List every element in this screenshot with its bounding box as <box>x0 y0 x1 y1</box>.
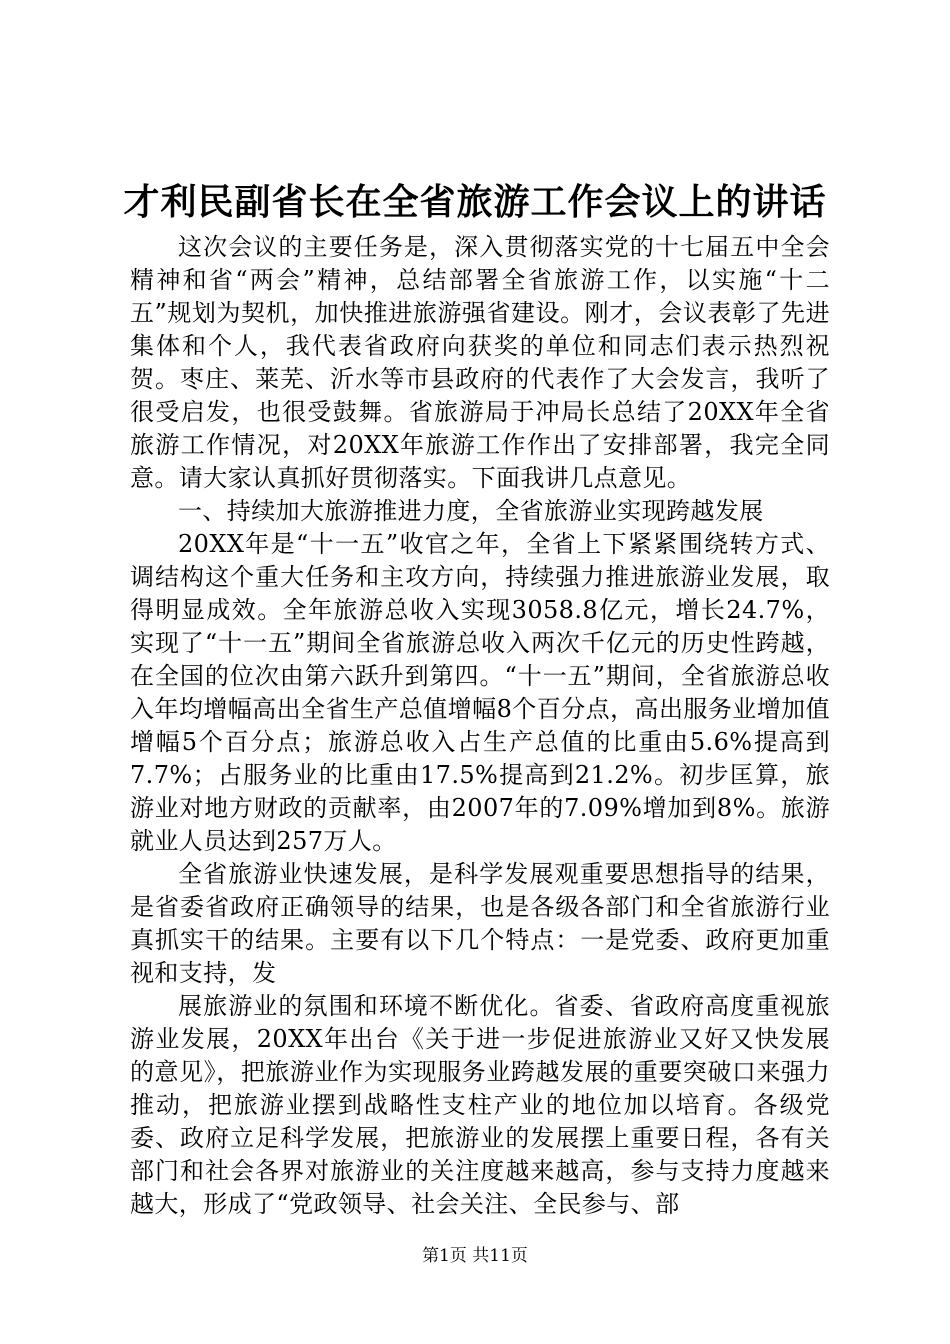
paragraph-statistics: 20XX年是“十一五”收官之年，全省上下紧紧围绕转方式、调结构这个重大任务和主攻方向，持续强力推进旅游业发展，取得明显成效。全年旅游总收入实现3058.8亿元，增长24.7%，实现了“十一五”期间全省旅游总收入两次千亿元的历史性跨越，在全国的位次由第六跃升到第四。“十一五”期间，全省旅游总收入年均增幅高出全省生产总值增幅8个百分点，高出服务业增加值增幅5个百分点；旅游总收入占生产总值的比重由5.6%提高到7.7%；占服务业的比重由17.5%提高到21.2%。初步匡算，旅游业对地方财政的贡献率，由2007年的7.09%增加到8%。旅游就业人员达到257万人。 <box>130 530 830 855</box>
section-heading-1: 一、持续加大旅游推进力度，全省旅游业实现跨越发展 <box>178 497 764 525</box>
paragraph-government-support: 展旅游业的氛围和环境不断优化。省委、省政府高度重视旅游业发展，20XX年出台《关于进一步促进旅游业又好又快发展的意见》，把旅游业作为实现服务业跨越发展的重要突破口来强力推动，把旅游业摆到战略性支柱产业的地位加以培育。各级党委、政府立足科学发展，把旅游业的发展摆上重要日程，各有关部门和社会各界对旅游业的关注度越来越高，参与支持力度越来越大，形成了“党政领导、社会关注、全民参与、部 <box>130 992 830 1218</box>
paragraph-reasons: 全省旅游业快速发展，是科学发展观重要思想指导的结果，是省委省政府正确领导的结果，也是各级各部门和全省旅游行业真抓实干的结果。主要有以下几个特点：一是党委、政府更加重视和支持，发 <box>130 860 830 987</box>
paragraph-intro: 这次会议的主要任务是，深入贯彻落实党的十七届五中全会精神和省“两会”精神，总结部署全省旅游工作，以实施“十二五”规划为契机，加快推进旅游强省建设。刚才，会议表彰了先进集体和个人，我代表省政府向获奖的单位和同志们表示热烈祝贺。枣庄、莱芜、沂水等市县政府的代表作了大会发言，我听了很受启发，也很受鼓舞。省旅游局于冲局长总结了20XX年全省旅游工作情况，对20XX年旅游工作作出了安排部署，我完全同意。请大家认真抓好贯彻落实。下面我讲几点意见。 <box>130 233 830 492</box>
document-body <box>130 231 830 1221</box>
document-title: 才利民副省长在全省旅游工作会议上的讲话 <box>123 181 827 223</box>
page-number-footer: 第1页 共11页 <box>422 1246 528 1266</box>
